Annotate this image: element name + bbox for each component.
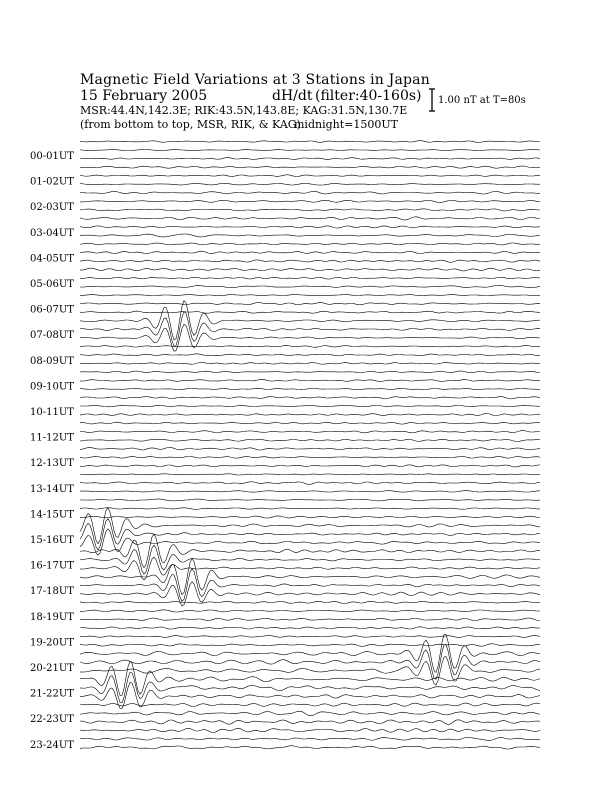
hour-label-02-03ut: 02-03UT [30,202,74,214]
trace-kag-10-11ut [80,396,540,398]
trace-msr-04-05ut [80,260,540,262]
component-label: dH/dt [272,88,313,104]
trace-kag-13-14ut [80,474,540,475]
trace-kag-22-23ut [80,703,540,706]
hour-label-08-09ut: 08-09UT [30,355,74,367]
trace-msr-11-12ut [80,439,540,441]
trace-msr-22-23ut [80,720,540,725]
trace-kag-00-01ut [80,141,540,143]
trace-rik-21-22ut [80,672,540,703]
trace-kag-16-17ut [80,534,540,568]
hour-label-21-22ut: 21-22UT [30,688,74,700]
hour-label-15-16ut: 15-16UT [30,535,74,546]
trace-kag-03-04ut [80,217,540,220]
trace-rik-14-15ut [80,508,540,510]
trace-rik-23-24ut [80,737,540,740]
filter-label: (filter:40-160s) [315,88,422,104]
hour-label-22-23ut: 22-23UT [30,714,74,726]
trace-kag-09-10ut [80,371,540,373]
title-line-1: Magnetic Field Variations at 3 Stations in Japan [80,72,430,88]
trace-kag-08-09ut [80,346,540,348]
trace-rik-07-08ut [80,312,540,347]
trace-kag-11-12ut [80,422,540,424]
hour-label-00-01ut: 00-01UT [30,151,74,162]
trace-rik-05-06ut [80,277,540,279]
hour-label-17-18ut: 17-18UT [30,586,74,598]
trace-rik-11-12ut [80,431,540,433]
trace-rik-10-11ut [80,405,540,406]
trace-rik-20-21ut [80,644,540,679]
hour-label-07-08ut: 07-08UT [30,330,74,342]
trace-msr-14-15ut [80,516,540,518]
hour-label-13-14ut: 13-14UT [30,483,74,495]
trace-rik-17-18ut [80,569,540,602]
trace-rik-04-05ut [80,251,540,253]
trace-kag-19-20ut [80,627,540,629]
hour-label-23-24ut: 23-24UT [30,739,74,751]
trace-msr-13-14ut [80,491,540,493]
trace-msr-10-11ut [80,413,540,415]
trace-rik-06-07ut [80,303,540,305]
hour-label-10-11ut: 10-11UT [30,407,74,418]
hour-label-04-05ut: 04-05UT [30,253,74,265]
hour-label-09-10ut: 09-10UT [30,381,74,393]
trace-msr-20-21ut [80,657,540,686]
trace-rik-15-16ut [80,519,540,550]
trace-kag-02-03ut [80,191,540,194]
stations-line: MSR:44.4N,142.3E; RIK:43.5N,143.8E; KAG:31.5N,130.7E [80,104,408,117]
trace-msr-09-10ut [80,388,540,389]
trace-msr-03-04ut [80,234,540,237]
hour-label-20-21ut: 20-21UT [30,663,74,674]
trace-kag-14-15ut [80,499,540,501]
trace-msr-12-13ut [80,465,540,467]
trace-kag-15-16ut [80,508,540,544]
hour-label-14-15ut: 14-15UT [30,509,74,521]
trace-kag-01-02ut [80,166,540,168]
hour-label-16-17ut: 16-17UT [30,560,74,572]
station-order-note: (from bottom to top, MSR, RIK, & KAG) [80,118,301,131]
trace-msr-19-20ut [80,644,540,647]
hour-label-01-02ut: 01-02UT [30,176,74,188]
trace-msr-06-07ut [80,311,540,313]
hour-label-18-19ut: 18-19UT [30,611,74,623]
trace-kag-06-07ut [80,295,540,296]
trace-kag-07-08ut [80,301,540,340]
trace-rik-13-14ut [80,482,540,485]
trace-kag-18-19ut [80,601,540,603]
trace-kag-20-21ut [80,634,540,672]
trace-rik-12-13ut [80,456,540,458]
trace-msr-05-06ut [80,285,540,287]
trace-rik-09-10ut [80,379,540,381]
hour-label-06-07ut: 06-07UT [30,304,74,316]
trace-rik-22-23ut [80,711,540,716]
hour-label-12-13ut: 12-13UT [30,458,74,470]
trace-kag-17-18ut [80,559,540,595]
trace-msr-00-01ut [80,158,540,160]
trace-msr-01-02ut [80,183,540,185]
trace-msr-02-03ut [80,209,540,211]
trace-rik-19-20ut [80,636,540,638]
trace-rik-08-09ut [80,354,540,356]
trace-msr-18-19ut [80,618,540,621]
trace-msr-08-09ut [80,363,540,365]
trace-kag-05-06ut [80,268,540,271]
trace-rik-00-01ut [80,150,540,151]
date-label: 15 February 2005 [80,88,208,104]
trace-kag-12-13ut [80,447,540,450]
scale-label: 1.00 nT at T=80s [438,95,526,106]
trace-rik-03-04ut [80,226,540,228]
trace-rik-01-02ut [80,175,540,177]
hour-label-19-20ut: 19-20UT [30,637,74,649]
trace-kag-21-22ut [80,661,540,695]
hour-label-03-04ut: 03-04UT [30,227,74,239]
trace-kag-04-05ut [80,243,540,245]
hour-label-11-12ut: 11-12UT [30,432,74,444]
hour-label-05-06ut: 05-06UT [30,279,74,290]
trace-kag-23-24ut [80,728,540,732]
trace-rik-02-03ut [80,200,540,202]
midnight-note: midnight=1500UT [294,118,398,131]
trace-msr-23-24ut [80,746,540,749]
trace-rik-18-19ut [80,610,540,612]
